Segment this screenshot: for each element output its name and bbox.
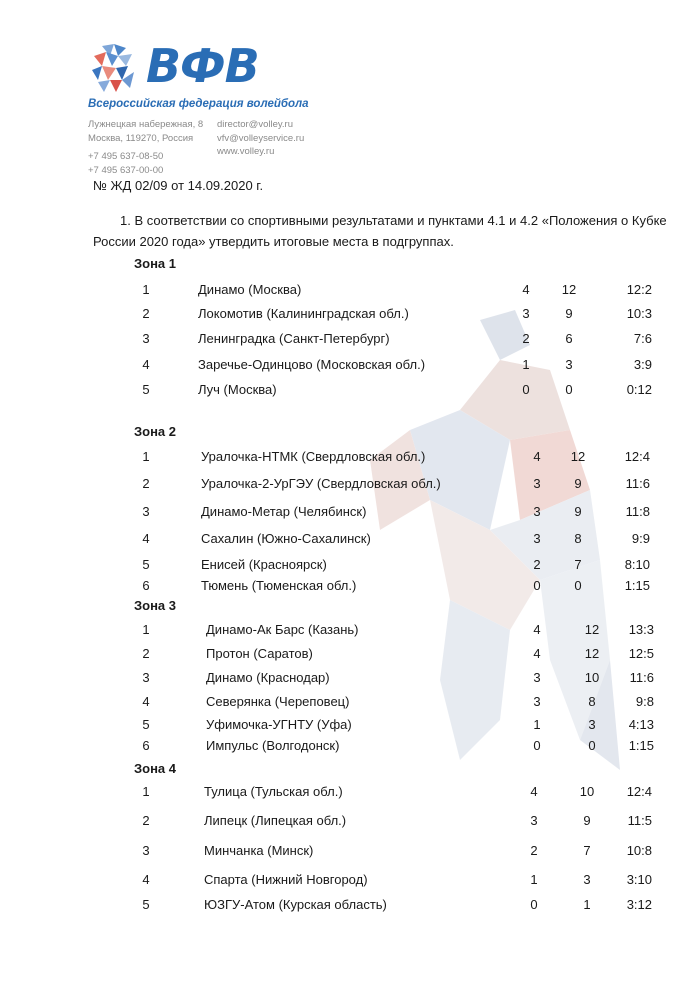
team-cell: Сахалин (Южно-Сахалинск) — [201, 531, 371, 546]
table-row — [0, 449, 700, 467]
rank-cell: 2 — [142, 306, 150, 321]
rank-cell: 4 — [142, 531, 150, 546]
wins-cell: 1 — [522, 357, 530, 372]
points-cell: 12 — [561, 282, 577, 297]
rank-cell: 3 — [142, 331, 150, 346]
rank-cell: 5 — [142, 382, 150, 397]
team-cell: Северянка (Череповец) — [206, 694, 350, 709]
address-line: Лужнецкая набережная, 8 — [88, 119, 204, 130]
website-link[interactable]: www.volley.ru — [217, 146, 275, 157]
table-row — [0, 813, 700, 831]
email-link[interactable]: director@volley.ru — [217, 119, 293, 130]
table-row — [0, 504, 700, 522]
wins-cell: 3 — [533, 476, 541, 491]
points-cell: 12 — [570, 449, 586, 464]
sets-cell: 12:4 — [624, 449, 650, 464]
sets-cell: 12:4 — [626, 784, 652, 799]
rank-cell: 2 — [142, 476, 150, 491]
sets-cell: 11:6 — [629, 670, 654, 685]
wins-cell: 4 — [533, 449, 541, 464]
sets-cell: 9:8 — [635, 694, 654, 709]
team-cell: Тулица (Тульская обл.) — [204, 784, 343, 799]
zone-title: Зона 3 — [134, 598, 177, 613]
wins-cell: 1 — [530, 872, 538, 887]
sets-cell: 1:15 — [628, 738, 654, 753]
paragraph-text: В соответствии со спортивными результатами и пунктами 4.1 и 4.2 «Положения о Кубке России 2020 года» утвердить итоговые места в подгруппах. — [93, 213, 667, 249]
email-link[interactable]: vfv@volleyservice.ru — [217, 132, 305, 144]
sets-cell: 11:6 — [625, 476, 650, 491]
wins-cell: 3 — [533, 504, 541, 519]
sets-cell: 3:12 — [626, 897, 652, 912]
team-cell: Протон (Саратов) — [206, 646, 313, 661]
wins-cell: 4 — [522, 282, 530, 297]
points-cell: 7 — [583, 843, 591, 858]
rank-cell: 1 — [142, 449, 150, 464]
sets-cell: 3:10 — [626, 872, 652, 887]
logo-wordmark: ВФВ — [146, 39, 259, 93]
org-name: Всероссийская федерация волейбола — [88, 98, 309, 110]
wins-cell: 4 — [533, 646, 541, 661]
points-cell: 0 — [574, 578, 582, 593]
wins-cell: 1 — [533, 717, 541, 732]
rank-cell: 4 — [142, 872, 150, 887]
sets-cell: 7:6 — [633, 331, 652, 346]
wins-cell: 3 — [530, 813, 538, 828]
wins-cell: 0 — [533, 578, 541, 593]
rank-cell: 3 — [142, 504, 150, 519]
table-row — [0, 717, 700, 735]
team-cell: Енисей (Красноярск) — [201, 557, 327, 572]
phone-line: +7 495 637-00-00 — [88, 164, 164, 176]
sets-cell: 10:8 — [626, 843, 652, 858]
team-cell: Липецк (Липецкая обл.) — [204, 813, 347, 828]
rank-cell: 5 — [142, 557, 150, 572]
zone-title: Зона 2 — [134, 424, 177, 439]
wins-cell: 2 — [530, 843, 538, 858]
rank-cell: 2 — [142, 646, 150, 661]
team-cell: Динамо (Москва) — [198, 282, 302, 297]
table-row — [0, 531, 700, 549]
wins-cell: 4 — [533, 622, 541, 637]
table-row — [0, 282, 700, 300]
rank-cell: 1 — [142, 784, 150, 799]
phone-line: +7 495 637-08-50 — [88, 151, 164, 162]
address-block — [88, 118, 203, 145]
phone-block — [88, 150, 163, 177]
paragraph-number: 1. — [120, 213, 131, 228]
table-row — [0, 646, 700, 664]
wins-cell: 3 — [522, 306, 530, 321]
points-cell: 7 — [574, 557, 582, 572]
team-cell: Ленинградка (Санкт-Петербург) — [198, 331, 390, 346]
table-row — [0, 557, 700, 575]
rank-cell: 1 — [142, 622, 150, 637]
rank-cell: 1 — [142, 282, 150, 297]
wins-cell: 4 — [530, 784, 538, 799]
document-number: № ЖД 02/09 от 14.09.2020 г. — [93, 178, 264, 193]
points-cell: 9 — [574, 476, 582, 491]
wins-cell: 0 — [522, 382, 530, 397]
sets-cell: 11:5 — [627, 813, 652, 828]
team-cell: Луч (Москва) — [198, 382, 277, 397]
rank-cell: 5 — [142, 897, 150, 912]
table-row — [0, 622, 700, 640]
rank-cell: 4 — [142, 357, 150, 372]
table-row — [0, 843, 700, 861]
team-cell: Уралочка-2-УрГЭУ (Свердловская обл.) — [201, 476, 441, 491]
sets-cell: 8:10 — [624, 557, 650, 572]
sets-cell: 13:3 — [628, 622, 654, 637]
rank-cell: 6 — [142, 738, 150, 753]
table-row — [0, 784, 700, 802]
table-row — [0, 694, 700, 712]
wins-cell: 2 — [522, 331, 530, 346]
wins-cell: 0 — [533, 738, 541, 753]
points-cell: 3 — [588, 717, 596, 732]
rank-cell: 3 — [142, 670, 150, 685]
team-cell: Импульс (Волгодонск) — [206, 738, 340, 753]
resolution-paragraph — [93, 210, 673, 252]
table-row — [0, 578, 700, 596]
sets-cell: 12:2 — [626, 282, 652, 297]
sets-cell: 3:9 — [633, 357, 652, 372]
points-cell: 10 — [579, 784, 595, 799]
points-cell: 12 — [584, 622, 600, 637]
team-cell: Динамо (Краснодар) — [206, 670, 330, 685]
wins-cell: 2 — [533, 557, 541, 572]
team-cell: Локомотив (Калининградская обл.) — [198, 306, 409, 321]
points-cell: 0 — [565, 382, 573, 397]
team-cell: Динамо-Ак Барс (Казань) — [206, 622, 359, 637]
table-row — [0, 306, 700, 324]
rank-cell: 4 — [142, 694, 150, 709]
address-line: Москва, 119270, Россия — [88, 132, 194, 144]
rank-cell: 5 — [142, 717, 150, 732]
vfv-logo-icon — [88, 42, 140, 94]
table-row — [0, 476, 700, 494]
rank-cell: 6 — [142, 578, 150, 593]
points-cell: 9 — [565, 306, 573, 321]
team-cell: Заречье-Одинцово (Московская обл.) — [198, 357, 426, 372]
contact-block — [217, 118, 304, 159]
sets-cell: 0:12 — [626, 382, 652, 397]
wins-cell: 3 — [533, 531, 541, 546]
points-cell: 12 — [584, 646, 600, 661]
team-cell: Уралочка-НТМК (Свердловская обл.) — [201, 449, 426, 464]
team-cell: Динамо-Метар (Челябинск) — [201, 504, 367, 519]
points-cell: 8 — [574, 531, 582, 546]
team-cell: Минчанка (Минск) — [204, 843, 314, 858]
points-cell: 9 — [583, 813, 591, 828]
wins-cell: 0 — [530, 897, 538, 912]
table-row — [0, 357, 700, 375]
team-cell: ЮЗГУ-Атом (Курская область) — [204, 897, 387, 912]
team-cell: Спарта (Нижний Новгород) — [204, 872, 368, 887]
sets-cell: 9:9 — [631, 531, 650, 546]
table-row — [0, 872, 700, 890]
points-cell: 10 — [584, 670, 600, 685]
wins-cell: 3 — [533, 670, 541, 685]
sets-cell: 4:13 — [628, 717, 654, 732]
points-cell: 3 — [583, 872, 591, 887]
sets-cell: 10:3 — [626, 306, 652, 321]
wins-cell: 3 — [533, 694, 541, 709]
sets-cell: 1:15 — [624, 578, 650, 593]
points-cell: 6 — [565, 331, 573, 346]
table-row — [0, 331, 700, 349]
table-row — [0, 382, 700, 400]
table-row — [0, 670, 700, 688]
team-cell: Уфимочка-УГНТУ (Уфа) — [206, 717, 352, 732]
table-row — [0, 897, 700, 915]
rank-cell: 3 — [142, 843, 150, 858]
points-cell: 3 — [565, 357, 573, 372]
points-cell: 0 — [588, 738, 596, 753]
sets-cell: 11:8 — [625, 504, 650, 519]
points-cell: 8 — [588, 694, 596, 709]
team-cell: Тюмень (Тюменская обл.) — [201, 578, 357, 593]
sets-cell: 12:5 — [628, 646, 654, 661]
table-row — [0, 738, 700, 756]
points-cell: 1 — [583, 897, 591, 912]
zone-title: Зона 1 — [134, 256, 177, 271]
points-cell: 9 — [574, 504, 582, 519]
zone-title: Зона 4 — [134, 761, 177, 776]
rank-cell: 2 — [142, 813, 150, 828]
